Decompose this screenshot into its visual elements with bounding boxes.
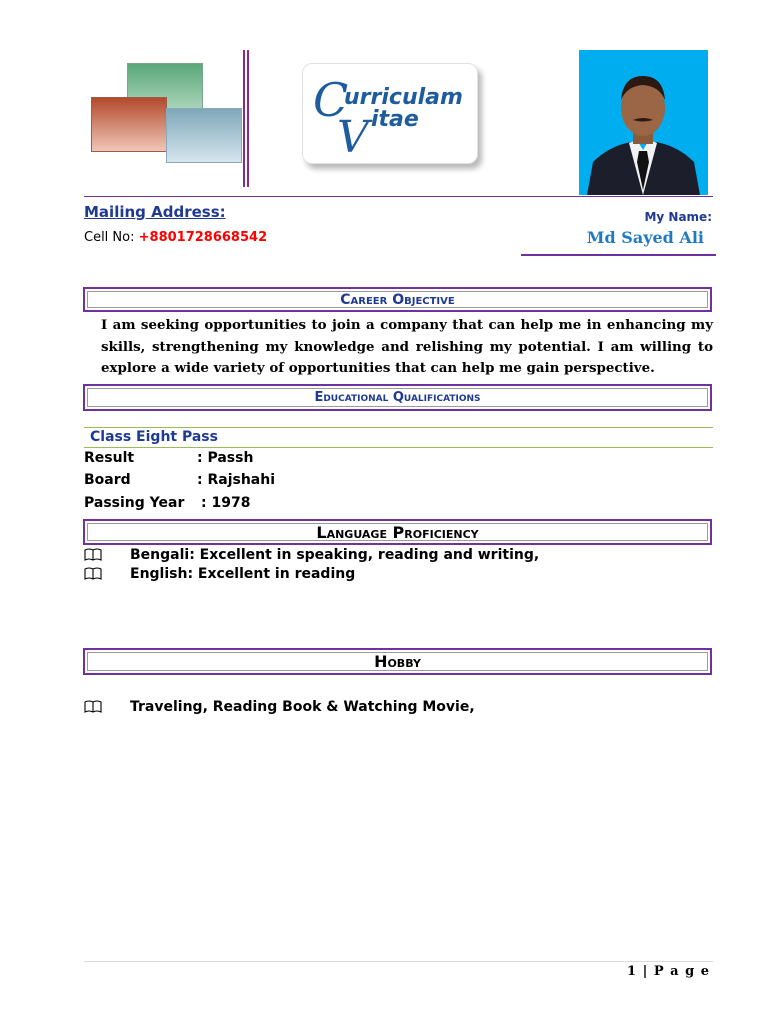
header-divider xyxy=(84,196,713,197)
profile-photo xyxy=(579,50,708,195)
my-name-label: My Name: xyxy=(644,210,712,224)
education-value: : Rajshahi xyxy=(197,472,276,488)
section-title: Language Proficiency xyxy=(87,523,708,541)
language-item: Bengali: Excellent in speaking, reading and writing, xyxy=(130,547,540,563)
hobby-item: Traveling, Reading Book & Watching Movie, xyxy=(130,699,475,715)
decorative-vertical-line xyxy=(247,50,249,187)
my-name-value: Md Sayed Ali xyxy=(586,228,704,247)
section-title: Educational Qualifications xyxy=(87,388,708,407)
cell-label: Cell No: xyxy=(84,230,139,245)
education-level: Class Eight Pass xyxy=(90,429,218,445)
section-title: Hobby xyxy=(87,652,708,671)
education-header xyxy=(83,384,712,411)
book-icon xyxy=(84,548,102,566)
education-value: : Passh xyxy=(197,450,254,466)
book-icon xyxy=(84,700,102,718)
education-key: Result xyxy=(84,450,135,466)
decorative-blue-block xyxy=(166,108,242,163)
footer-divider xyxy=(84,961,713,962)
education-row xyxy=(84,495,251,511)
decorative-vertical-line xyxy=(243,50,245,187)
logo-text-line1: urriculam xyxy=(344,85,463,110)
page-number: 1 | P a g e xyxy=(627,964,710,979)
career-objective-text: I am seeking opportunities to join a company that can help me in enhancing my skills, strengthening my knowledge and relishing my potential. I am willing to explore a wide variety of opportunities that can help me gain perspective. xyxy=(101,317,713,376)
section-title: Career Objective xyxy=(87,291,708,308)
mailing-address-label: Mailing Address: xyxy=(84,203,226,221)
career-objective-header xyxy=(83,287,712,312)
name-underline xyxy=(521,254,716,256)
logo-text-line2: itae xyxy=(371,107,419,132)
education-key: Board xyxy=(84,472,131,488)
decorative-red-block xyxy=(91,97,167,152)
education-divider xyxy=(84,427,713,428)
cell-number-row xyxy=(84,230,267,245)
education-divider xyxy=(84,447,713,448)
logo-initial-v: V xyxy=(337,112,369,163)
language-proficiency-header xyxy=(83,519,712,545)
logo-initial-c: C xyxy=(313,73,349,127)
book-icon xyxy=(84,567,102,585)
hobby-header xyxy=(83,648,712,675)
education-value: : 1978 xyxy=(201,495,251,511)
curriculum-vitae-logo xyxy=(302,63,478,164)
language-item: English: Excellent in reading xyxy=(130,566,356,582)
education-key: Passing Year xyxy=(84,495,185,511)
education-row xyxy=(84,472,276,488)
cell-number: +8801728668542 xyxy=(138,230,268,245)
education-row xyxy=(84,450,254,466)
